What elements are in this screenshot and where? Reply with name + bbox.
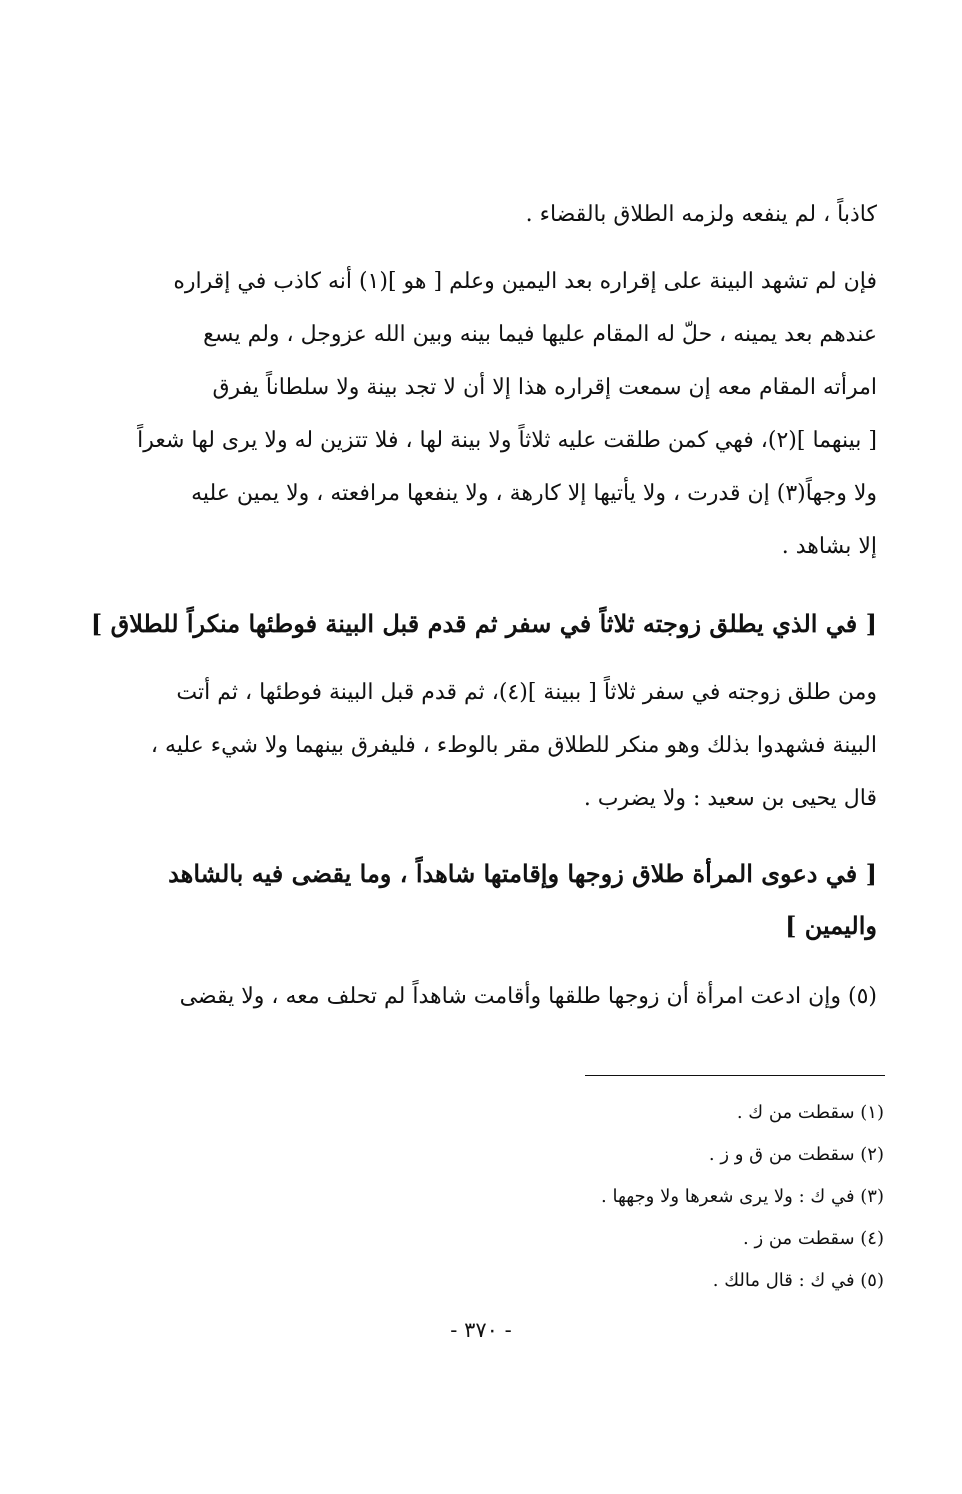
footnote-4: (٤) سقطت من ز . — [743, 1228, 884, 1249]
page-number: - ٣٧٠ - — [450, 1318, 512, 1342]
footnote-1: (١) سقطت من ك . — [736, 1102, 884, 1123]
text-line: ولا وجهاً(٣) إن قدرت ، ولا يأتيها إلا كارهة ، ولا ينفعها مرافعته ، ولا يمين عليه — [191, 481, 877, 506]
section-heading-travel-divorce: [ في الذي يطلق زوجته ثلاثاً في سفر ثم قدم قبل البينة فوطئها منكراً للطلاق ] — [90, 609, 877, 638]
text-line: ومن طلق زوجته في سفر ثلاثاً [ ببينة ](٤)، ثم قدم قبل البينة فوطئها ، ثم أتت — [176, 680, 877, 705]
footnote-3: (٣) في ك : ولا يرى شعرها ولا وجهها . — [601, 1186, 884, 1207]
text-line: كاذباً ، لم ينفعه ولزمه الطلاق بالقضاء . — [525, 202, 877, 227]
paragraph-wife-claim — [85, 970, 877, 1023]
paragraph-travel-divorce — [85, 666, 877, 825]
text-line: [ بينهما ](٢)، فهي كمن طلقت عليه ثلاثاً ولا بينة لها ، فلا تتزين له ولا يرى لها شعراً — [137, 428, 877, 453]
footnote-2: (٢) سقطت من ق و ز . — [708, 1144, 884, 1165]
text-line: فإن لم تشهد البينة على إقراره بعد اليمين وعلم [ هو ](١) أنه كاذب في إقراره — [173, 269, 877, 294]
footnotes — [85, 1092, 884, 1302]
section-heading-wife-claim: [ في دعوى المرأة طلاق زوجها وإقامتها شاهداً ، وما يقضى فيه بالشاهد واليمين ] — [168, 859, 877, 940]
text-line: امرأته المقام معه إن سمعت إقراره هذا إلا أن لا تجد بينة ولا سلطاناً يفرق — [212, 375, 877, 400]
text-line: (٥) وإن ادعت امرأة أن زوجها طلقها وأقامت شاهداً لم تحلف معه ، ولا يقضى — [179, 984, 877, 1009]
text-line: قال يحيى بن سعيد : ولا يضرب . — [583, 786, 877, 811]
footnote-separator — [585, 1075, 885, 1076]
footnote-5: (٥) في ك : قال مالك . — [712, 1270, 884, 1291]
paragraph-intro — [85, 188, 877, 241]
text-line: إلا بشاهد . — [781, 534, 877, 559]
text-line: عندهم بعد يمينه ، حلّ له المقام عليها فيما بينه وبين الله عزوجل ، ولم يسع — [203, 322, 877, 347]
paragraph-testimony — [85, 255, 877, 573]
text-line: البينة فشهدوا بذلك وهو منكر للطلاق مقر بالوطء ، فليفرق بينهما ولا شيء عليه ، — [150, 733, 877, 758]
